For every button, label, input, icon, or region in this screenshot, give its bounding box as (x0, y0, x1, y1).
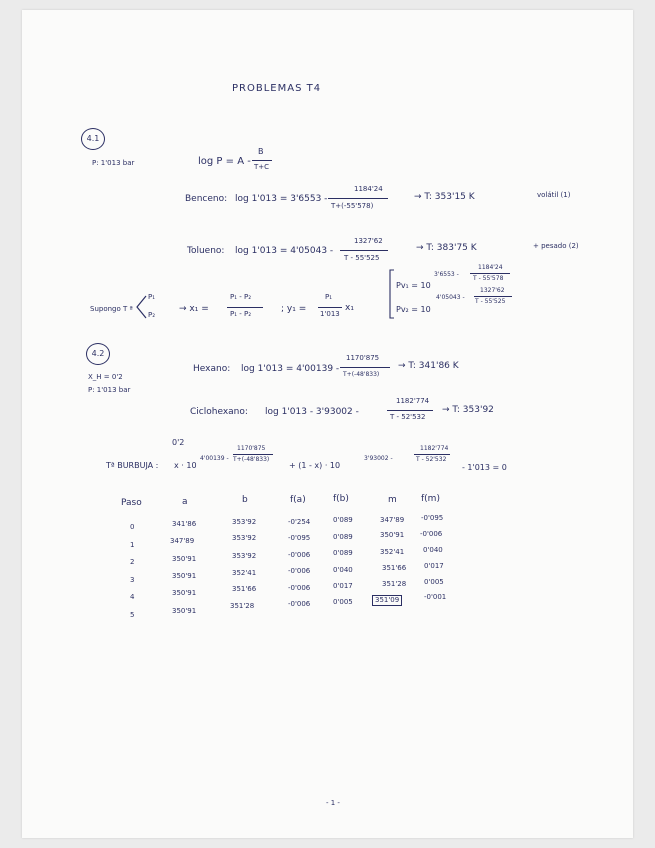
table-cell-a: 350'91 (172, 555, 197, 563)
page-title: PROBLEMAS T4 (232, 83, 322, 94)
pv1-numerator: 1184'24 (478, 264, 503, 271)
table-header-paso: Paso (121, 498, 142, 508)
fraction-bar (328, 198, 388, 199)
fraction-bar (233, 454, 273, 455)
given-pressure: P: 1'013 bar (88, 386, 131, 394)
fraction-bar (227, 307, 263, 308)
hexano-label: Hexano: (193, 364, 231, 374)
fraction-bar (340, 250, 388, 251)
supongo-label: Supongo T ª (90, 305, 133, 313)
tolueno-label: Tolueno: (187, 246, 225, 256)
table-cell-paso: 2 (130, 558, 135, 566)
table-cell-fm: 0'040 (423, 546, 443, 554)
table-cell-fb: 0'089 (333, 533, 353, 541)
t-burbuja-denominator-a: T+(-48'833) (233, 456, 270, 463)
table-cell-paso: 5 (130, 611, 135, 619)
table-cell-b: 353'92 (232, 518, 257, 526)
table-cell-paso: 1 (130, 541, 135, 549)
table-cell-m: 352'41 (380, 548, 405, 556)
benceno-result: → T: 353'15 K (414, 192, 475, 202)
table-cell-a: 347'89 (170, 537, 195, 545)
y1-denominator: 1'013 (320, 310, 340, 318)
table-cell-b: 352'41 (232, 569, 257, 577)
table-cell-m-solution: 351'09 (372, 595, 402, 606)
table-cell-fb: 0'040 (333, 566, 353, 574)
y1-numerator: P₁ (325, 293, 333, 301)
x1-lhs: → x₁ = (179, 304, 209, 314)
table-cell-m: 351'28 (382, 580, 407, 588)
problem-number: 4.1 (86, 134, 100, 143)
fraction-bar (318, 307, 342, 308)
benceno-numerator: 1184'24 (354, 185, 383, 193)
tolueno-numerator: 1327'62 (354, 237, 383, 245)
table-cell-b: 353'92 (232, 534, 257, 542)
t-burbuja-term-b: + (1 - x) · 10 (289, 461, 341, 470)
fraction-bar (387, 410, 433, 411)
table-cell-m: 350'91 (380, 531, 405, 539)
table-cell-fm: 0'005 (424, 578, 444, 586)
t-burbuja-label: Tª BURBUJA : (106, 461, 159, 470)
table-header-fa: f(a) (290, 495, 306, 505)
hexano-numerator: 1170'875 (346, 354, 380, 362)
table-cell-m: 351'66 (382, 564, 407, 572)
table-cell-b: 353'92 (232, 552, 257, 560)
ciclohexano-numerator: 1182'774 (396, 397, 430, 405)
brace-icon (386, 268, 396, 320)
t-burbuja-equals-zero: - 1'013 = 0 (462, 463, 507, 472)
tolueno-note: + pesado (2) (533, 242, 579, 250)
bracket-icon (134, 294, 148, 320)
table-cell-fa: -0'095 (288, 534, 311, 542)
page-number: - 1 - (326, 799, 340, 807)
table-cell-fb: 0'089 (333, 549, 353, 557)
table-cell-a: 350'91 (172, 589, 197, 597)
problem-number: 4.2 (91, 349, 105, 358)
table-cell-b: 351'66 (232, 585, 257, 593)
given-pressure: P: 1'013 bar (92, 159, 135, 167)
ciclohexano-label: Ciclohexano: (190, 407, 248, 417)
pv2-denominator: T - 55'525 (475, 298, 506, 305)
x1-denominator: P₁ - P₂ (230, 310, 252, 318)
tolueno-equation: log 1'013 = 4'05043 - (235, 246, 334, 256)
fraction-bar (340, 367, 390, 368)
table-cell-fb: 0'089 (333, 516, 353, 524)
table-cell-fa: -0'006 (288, 584, 311, 592)
hexano-denominator: T+(-48'833) (343, 371, 380, 378)
table-cell-a: 350'91 (172, 607, 197, 615)
tolueno-result: → T: 383'75 K (416, 243, 477, 253)
t-burbuja-coefficient: 0'2 (172, 438, 185, 447)
fraction-bar (470, 273, 510, 274)
table-cell-fm: -0'001 (424, 593, 447, 601)
table-cell-fa: -0'006 (288, 551, 311, 559)
table-header-m: m (388, 495, 397, 505)
table-cell-fb: 0'005 (333, 598, 353, 606)
antoine-equation: log P = A - (198, 156, 251, 167)
table-cell-fm: -0'006 (420, 530, 443, 538)
ciclohexano-result: → T: 353'92 (442, 405, 494, 415)
pv1-exponent: 3'6553 - (434, 271, 459, 278)
table-cell-fb: 0'017 (333, 582, 353, 590)
table-header-fm: f(m) (421, 494, 440, 504)
p2-label: P₂ (148, 311, 156, 319)
given-molar-fraction: X_H = 0'2 (88, 373, 123, 381)
t-burbuja-numerator-a: 1170'875 (237, 445, 266, 452)
t-burbuja-exponent-b: 3'93002 - (364, 455, 393, 462)
table-cell-a: 350'91 (172, 572, 197, 580)
benceno-label: Benceno: (185, 194, 228, 204)
table-cell-fm: 0'017 (424, 562, 444, 570)
fraction-bar (252, 160, 272, 161)
antoine-denominator: T+C (254, 163, 270, 171)
y1-lhs: ; y₁ = (281, 304, 307, 314)
table-header-fb: f(b) (333, 494, 349, 504)
t-burbuja-term-a: x · 10 (174, 461, 197, 470)
y1-rhs: x₁ (345, 303, 354, 313)
ciclohexano-denominator: T - 52'532 (390, 413, 426, 421)
ciclohexano-equation: log 1'013 - 3'93002 - (265, 407, 359, 417)
table-cell-paso: 4 (130, 593, 135, 601)
hexano-equation: log 1'013 = 4'00139 - (241, 364, 340, 374)
table-cell-paso: 0 (130, 523, 135, 531)
pv2-exponent: 4'05043 - (436, 294, 465, 301)
table-cell-b: 351'28 (230, 602, 255, 610)
table-header-a: a (182, 497, 188, 507)
table-header-b: b (242, 495, 248, 505)
table-cell-fa: -0'006 (288, 567, 311, 575)
antoine-numerator: B (258, 147, 264, 156)
pv1-denominator: T - 55'578 (473, 275, 504, 282)
pv2-label: Pv₂ = 10 (396, 305, 431, 314)
p1-label: P₁ (148, 293, 156, 301)
benceno-equation: log 1'013 = 3'6553 - (235, 194, 328, 204)
table-cell-m: 347'89 (380, 516, 405, 524)
notebook-page (22, 10, 633, 838)
table-cell-a: 341'86 (172, 520, 197, 528)
table-cell-fa: -0'006 (288, 600, 311, 608)
problem-number-circle (86, 343, 110, 365)
table-cell-fa: -0'254 (288, 518, 311, 526)
tolueno-denominator: T - 55'525 (344, 254, 380, 262)
t-burbuja-denominator-b: T - 52'532 (416, 456, 447, 463)
t-burbuja-numerator-b: 1182'774 (420, 445, 449, 452)
t-burbuja-exponent-a: 4'00139 - (200, 455, 229, 462)
table-cell-fm: -0'095 (421, 514, 444, 522)
fraction-bar (414, 454, 450, 455)
hexano-result: → T: 341'86 K (398, 361, 459, 371)
fraction-bar (474, 296, 512, 297)
pv2-numerator: 1327'62 (480, 287, 505, 294)
problem-number-circle (81, 128, 105, 150)
pv1-label: Pv₁ = 10 (396, 281, 431, 290)
benceno-denominator: T+(-55'578) (331, 202, 374, 210)
table-cell-paso: 3 (130, 576, 135, 584)
benceno-note: volátil (1) (537, 191, 571, 199)
x1-numerator: P₁ - P₂ (230, 293, 252, 301)
